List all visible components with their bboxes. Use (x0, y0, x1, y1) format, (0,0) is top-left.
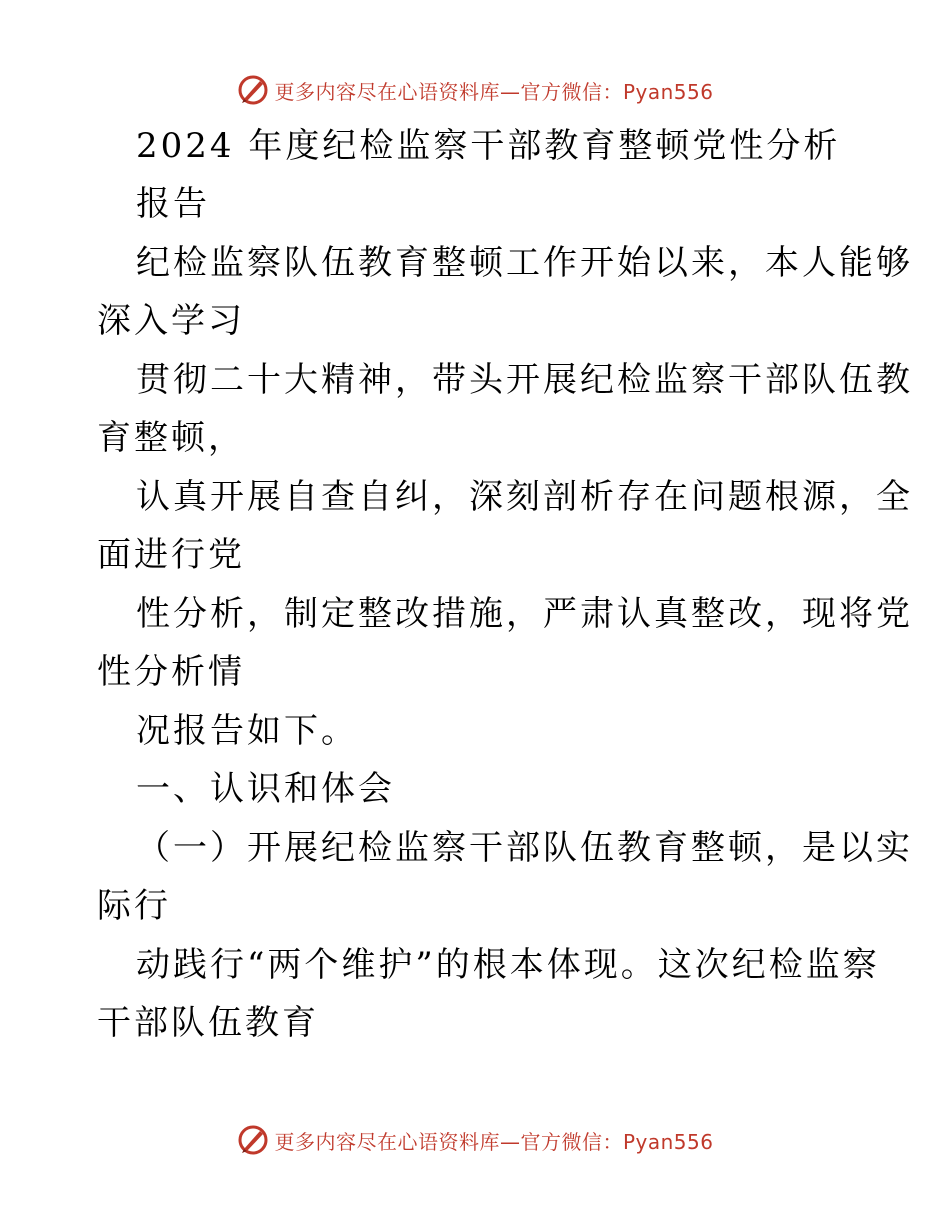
header-watermark (0, 70, 950, 110)
body-line: 深入学习 (97, 301, 245, 341)
body-line: 育整顿， (97, 418, 245, 458)
quill-pen-circle-icon (236, 1123, 270, 1157)
footer-watermark (0, 1120, 950, 1160)
body-line: 动践行“两个维护”的根本体现。这次纪检监察 (136, 945, 880, 985)
body-line: 际行 (97, 886, 171, 926)
body-line: 纪检监察队伍教育整顿工作开始以来，本人能够 (136, 243, 913, 283)
body-line: 面进行党 (97, 535, 245, 575)
title-line-continued: 报告 (136, 184, 210, 224)
subsection-heading: （一）开展纪检监察干部队伍教育整顿，是以实 (136, 828, 913, 868)
watermark-text: 更多内容尽在心语资料库—官方微信：Pyan556 (274, 1129, 714, 1154)
section-heading: 一、认识和体会 (136, 769, 395, 809)
body-line: 认真开展自查自纠，深刻剖析存在问题根源，全 (136, 477, 913, 517)
body-line: 干部队伍教育 (97, 1003, 319, 1043)
title-line: 2024 年度纪检监察干部教育整顿党性分析 (136, 126, 841, 166)
body-line: 况报告如下。 (136, 711, 358, 751)
watermark-text: 更多内容尽在心语资料库—官方微信：Pyan556 (274, 79, 714, 104)
body-line: 性分析，制定整改措施，严肃认真整改，现将党 (136, 594, 913, 634)
body-line: 性分析情 (97, 652, 245, 692)
quill-pen-circle-icon (236, 73, 270, 107)
body-line: 贯彻二十大精神，带头开展纪检监察干部队伍教 (136, 360, 913, 400)
